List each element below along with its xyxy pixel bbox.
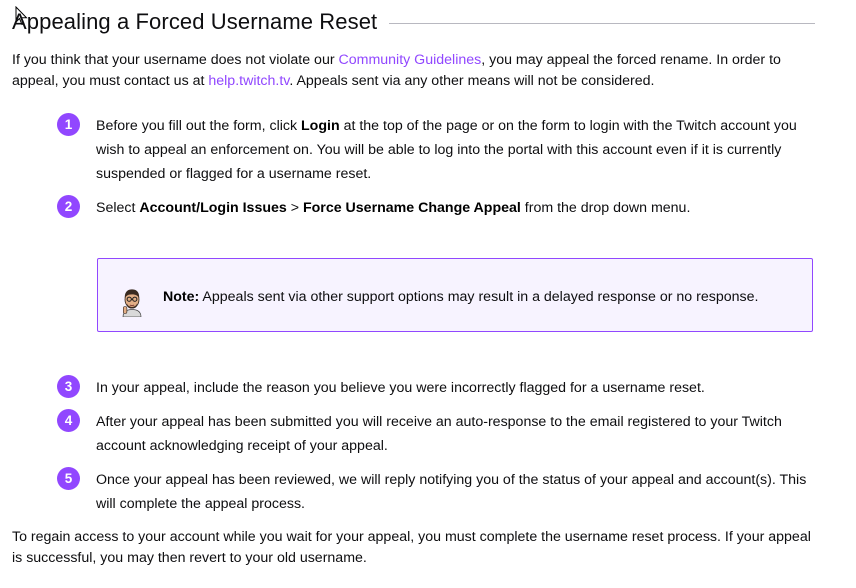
step-text-part: Before you fill out the form, click xyxy=(96,118,302,134)
menu-category-label: Account/Login Issues xyxy=(139,200,287,216)
step-text: After your appeal has been submitted you will receive an auto-response to the email registered to your Twitch account acknowledging receipt of your appeal. xyxy=(96,414,782,454)
heading-divider xyxy=(389,23,815,24)
page-title: Appealing a Forced Username Reset xyxy=(12,9,378,34)
note-callout xyxy=(97,258,813,332)
step-text-part: > xyxy=(286,200,303,216)
outro-paragraph: To regain access to your account while you wait for your appeal, you must complete the username reset process. If your appeal is successful, you may then revert to your old username. xyxy=(12,529,811,566)
step-text xyxy=(96,196,816,220)
note-body: Appeals sent via other support options may result in a delayed response or no response. xyxy=(199,289,759,305)
note-label: Note: xyxy=(163,289,200,305)
step-text-part: at the top of the page or on the form to login with the Twitch account you wish to appeal an enforcement on. You will be able to log into the portal with this account even if it is currently suspended or flagged for a username reset. xyxy=(96,118,797,182)
step-text: Once your appeal has been reviewed, we will reply notifying you of the status of your appeal and account(s). This will complete the appeal process. xyxy=(96,472,807,512)
step-text-part: from the drop down menu. xyxy=(520,200,691,216)
login-label: Login xyxy=(301,118,340,134)
intro-paragraph xyxy=(12,50,812,92)
step-number-badge: 5 xyxy=(57,467,80,490)
step-number-badge: 1 xyxy=(57,113,80,136)
step-number-badge: 4 xyxy=(57,409,80,432)
help-site-link[interactable]: help.twitch.tv xyxy=(208,73,290,89)
step-text xyxy=(96,114,816,186)
menu-option-label: Force Username Change Appeal xyxy=(302,200,521,216)
step-number-badge: 3 xyxy=(57,375,80,398)
note-text xyxy=(163,287,758,307)
emote-avatar-icon xyxy=(121,287,143,317)
step-text: In your appeal, include the reason you believe you were incorrectly flagged for a username reset. xyxy=(96,380,705,396)
intro-text-2: , you may appeal the forced rename. In order to appeal, you must contact us at xyxy=(12,52,781,89)
section-header xyxy=(12,8,815,36)
step-number-badge: 2 xyxy=(57,195,80,218)
intro-text-1: If you think that your username does not violate our xyxy=(12,52,339,68)
step-text-part: Select xyxy=(96,200,140,216)
community-guidelines-link[interactable]: Community Guidelines xyxy=(338,52,482,68)
intro-text-3: . Appeals sent via any other means will not be considered. xyxy=(289,73,655,89)
